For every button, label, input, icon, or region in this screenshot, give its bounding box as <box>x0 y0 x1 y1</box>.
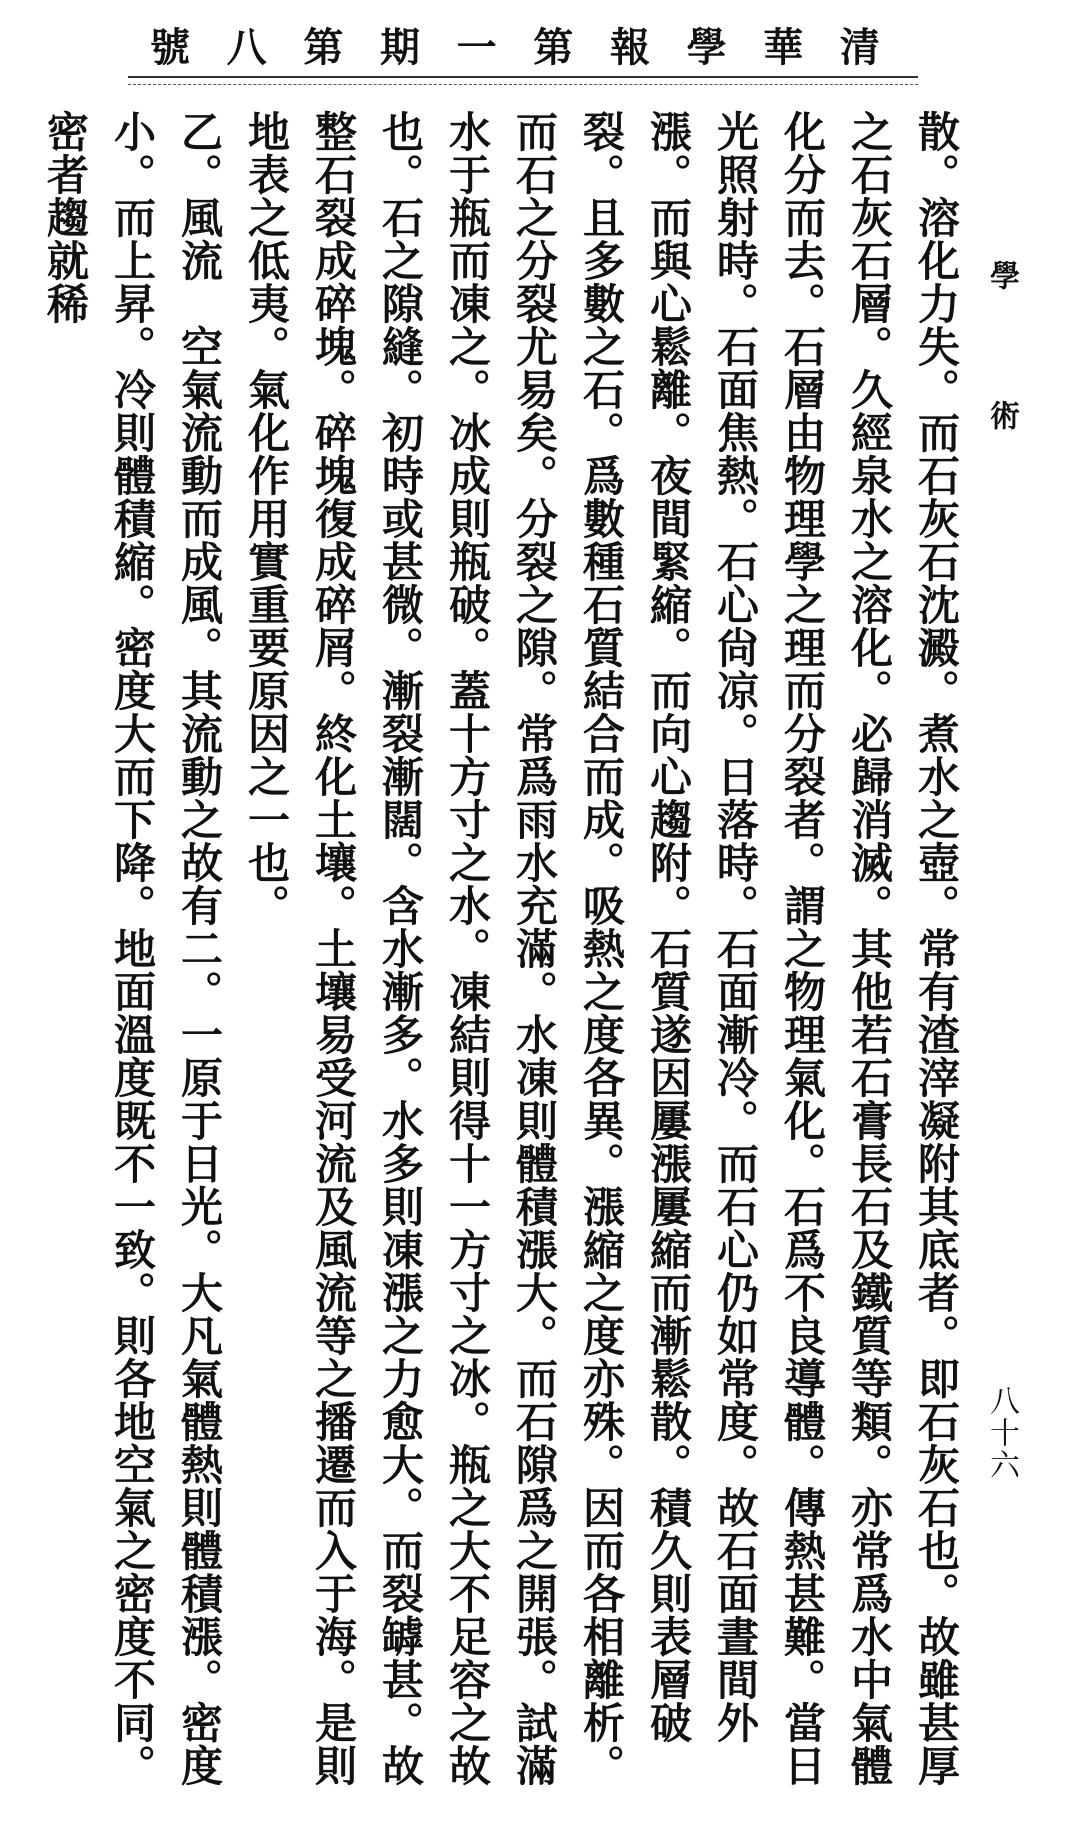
header-char: 第 <box>533 23 574 71</box>
header-char: 報 <box>609 23 650 71</box>
header-char: 號 <box>150 23 190 71</box>
page-number: 八十六 <box>984 1385 1019 1481</box>
journal-header <box>150 18 880 70</box>
header-char: 清 <box>839 23 880 71</box>
paragraph: 散。溶化力失。而石灰石沈澱。煮水之壺。常有渣滓凝附其底者。即石灰石也。故雖甚厚之石灰石層。久經泉水之溶化。必歸消滅。其他若石膏長石及鐵質等類。亦常爲水中氣體化分而去。石層由物理學之理而分裂者。謂之物理氣化。石爲不良導體。傳熱甚難。當日光照射時。石面焦熱。石心尙凉。日落時。石面漸冷。而石心仍如常度。故石面晝間外漲。而與心鬆離。夜間緊縮。而向心趨附。石質遂因屢漲屢縮而漸鬆散。積久則表層破裂。且多數之石。爲數種石質結合而成。吸熱之度各異。漲縮之度亦殊。因而各相離析。而石之分裂尤易矣。分裂之隙。常爲雨水充滿。水凍則體積漲大。而石隙爲之開張。試滿水于瓶而凍之。冰成則瓶破。蓋十方寸之水。凍結則得十一方寸之冰。瓶之大不足容之故也。石之隙縫。初時或甚微。漸裂漸闊。含水漸多。水多則凍漲之力愈大。而裂罅甚。故整石裂成碎塊。碎塊復成碎屑。終化土壤。土壤易受河流及風流等之播遷而入于海。是則地表之低夷。氣化作用實重要原因之一也。 <box>242 110 961 1787</box>
article-body <box>41 110 970 1820</box>
section-label: 學術 <box>984 260 1019 540</box>
header-char: 八 <box>226 23 267 71</box>
paragraph: 乙。風流 空氣流動而成風。其流動之故有二。一原于日光。大凡氣體熱則體積漲。密度小。而上昇。冷則體積縮。密度大而下降。地面溫度既不一致。則各地空氣之密度不同。密者趨就稀 <box>41 110 224 1787</box>
header-char: 華 <box>763 23 804 71</box>
header-char: 學 <box>686 23 727 71</box>
header-char: 第 <box>303 23 344 71</box>
header-rule <box>128 76 918 85</box>
header-char: 期 <box>379 23 420 71</box>
header-char: 一 <box>456 23 497 71</box>
